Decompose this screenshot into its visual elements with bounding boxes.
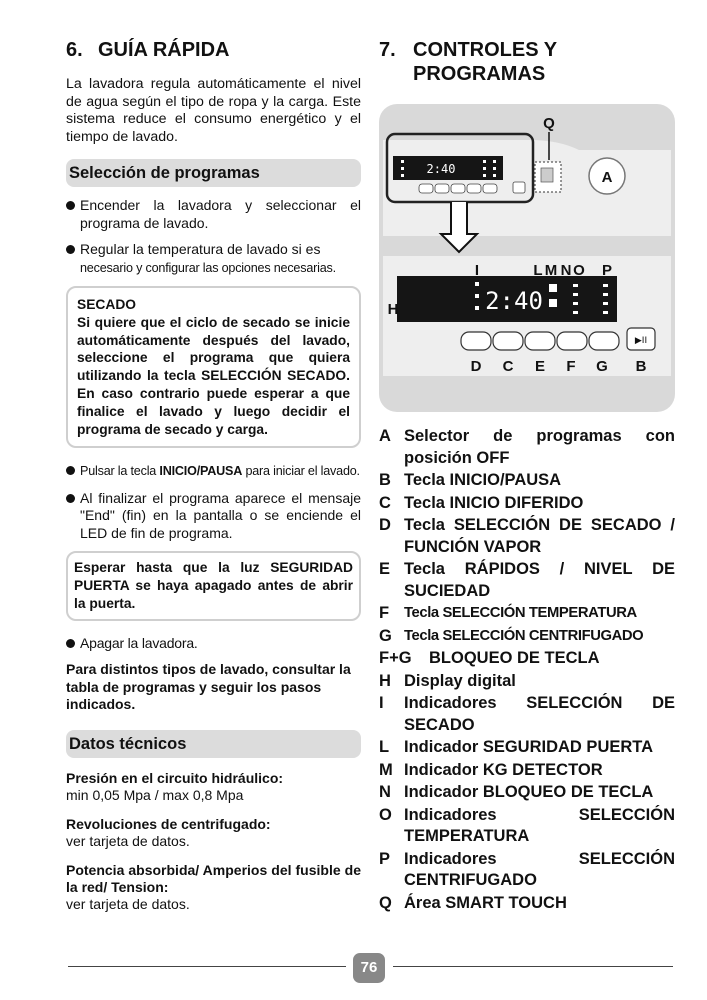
legend-key-n: N <box>379 783 391 801</box>
legend-key-f: F <box>379 604 390 622</box>
step-program-end: Al finalizar el programa aparece el mensaje "End" (fin) en la pantalla o se enciende el LED de fin de programa. <box>66 490 361 543</box>
label-b: B <box>635 358 647 375</box>
step-adjust-line-a: Regular la temperatura de lavado si es <box>80 241 321 257</box>
label-c: C <box>502 358 514 375</box>
programs-subheading: Selección de programas <box>66 159 361 187</box>
footer-rule-left <box>68 966 346 967</box>
button-e <box>525 332 555 350</box>
door-safety-box: Esperar hasta que la luz SEGURIDAD PUERTA se haya apagado antes de abrir la puerta. <box>66 551 361 620</box>
left-column <box>66 38 361 913</box>
legend-text-h: Display digital <box>404 671 516 690</box>
legend-key-l: L <box>379 738 390 756</box>
spec-pressure <box>66 770 361 804</box>
legend-item-m <box>379 760 675 782</box>
label-q: Q <box>543 115 555 132</box>
control-panel-diagram <box>379 104 675 412</box>
drying-note-text: Si quiere que el ciclo de secado se inicie automáticamente después del lavado, seleccione el programa que quiera utilizando la tecla SELECCIÓN SECADO. En caso contrario puede esperar a que finalice el lavado y luego decidir el programa de secado y carga. <box>77 314 350 437</box>
legend-item-e <box>379 559 675 602</box>
label-f: F <box>566 358 576 375</box>
legend-text-o: Indicadores SELECCIÓN TEMPERATURA <box>404 805 675 845</box>
small-display-digits: 2:40 <box>426 162 456 176</box>
spec-spin <box>66 816 361 850</box>
legend-text-i: Indicadores SELECCIÓN DE SECADO <box>404 694 675 734</box>
step-turn-off: Apagar la lavadora. <box>66 635 361 653</box>
step-press-start-key: INICIO/PAUSA <box>159 464 243 479</box>
spec-power <box>66 862 361 913</box>
legend-key-p: P <box>379 849 391 868</box>
legend-column <box>379 418 675 915</box>
legend-item-b <box>379 470 675 492</box>
tech-data-subheading: Datos técnicos <box>66 730 361 758</box>
legend-item-a <box>379 426 675 469</box>
legend-item-h <box>379 671 675 693</box>
spec-spin-value: ver tarjeta de datos. <box>66 832 190 849</box>
section-7-heading <box>379 38 675 86</box>
spec-power-label: Potencia absorbida/ Amperios del fusible de la red/ Tension: <box>66 861 361 895</box>
button-f <box>557 332 587 350</box>
section-6-number: 6. <box>66 39 83 61</box>
label-h: H <box>387 301 399 318</box>
legend-item-p <box>379 849 675 892</box>
large-display-digits: 2:40 <box>485 287 543 315</box>
steps-list-3 <box>66 635 361 653</box>
legend-item-q <box>379 893 675 915</box>
steps-list-2 <box>66 462 361 542</box>
drying-note-title: SECADO <box>77 297 137 312</box>
legend-text-p: Indicadores SELECCIÓN CENTRIFUGADO <box>404 849 675 889</box>
section-7-number: 7. <box>379 39 396 61</box>
label-a: A <box>601 169 613 186</box>
play-pause-icon: ▶II <box>634 336 648 346</box>
legend-key-q: Q <box>379 893 392 912</box>
step-adjust-line-b: necesario y configurar las opciones necesarias. <box>80 260 336 275</box>
label-i: I <box>474 262 480 279</box>
legend-text-m: Indicador KG DETECTOR <box>404 760 603 779</box>
legend-key-d: D <box>379 516 391 534</box>
steps-list-1 <box>66 197 361 277</box>
legend-key-fg: F+G <box>379 649 412 667</box>
footer-rule-right <box>393 966 673 967</box>
legend-key-o: O <box>379 805 392 824</box>
legend-key-c: C <box>379 493 391 512</box>
right-column <box>379 38 675 86</box>
label-p: P <box>601 262 613 279</box>
legend-key-a: A <box>379 427 391 445</box>
legend-item-g <box>379 626 675 648</box>
legend-item-i <box>379 693 675 736</box>
button-c <box>493 332 523 350</box>
label-m: M <box>544 262 558 279</box>
legend-text-f: Tecla SELECCIÓN TEMPERATURA <box>404 605 637 621</box>
legend-key-b: B <box>379 471 391 489</box>
legend-text-l: Indicador SEGURIDAD PUERTA <box>404 738 654 756</box>
spec-power-value: ver tarjeta de datos. <box>66 895 190 912</box>
label-e: E <box>534 358 546 375</box>
legend-key-i: I <box>379 694 384 712</box>
program-table-note: Para distintos tipos de lavado, consultar la tabla de programas y seguir los pasos indicados. <box>66 661 351 713</box>
legend-item-n <box>379 782 675 804</box>
button-d <box>461 332 491 350</box>
label-l: L <box>533 262 543 279</box>
section-6-heading <box>66 38 361 62</box>
legend-item-c <box>379 493 675 515</box>
label-d: D <box>470 358 482 375</box>
label-n: N <box>560 262 572 279</box>
section-7-title: CONTROLES Y PROGRAMAS <box>413 39 557 85</box>
spec-spin-label: Revoluciones de centrifugado: <box>66 815 271 832</box>
legend-text-b: Tecla INICIO/PAUSA <box>404 471 562 489</box>
page-number: 76 <box>353 953 385 983</box>
legend-text-n: Indicador BLOQUEO DE TECLA <box>404 783 654 801</box>
step-press-start-pre: Pulsar la tecla <box>80 464 160 479</box>
legend-key-m: M <box>379 760 393 779</box>
legend-key-g: G <box>379 626 392 645</box>
legend-text-g: Tecla SELECCIÓN CENTRIFUGADO <box>404 627 644 644</box>
step-press-start-post: para iniciar el lavado. <box>242 464 360 479</box>
legend-key-e: E <box>379 560 391 578</box>
legend-item-o <box>379 805 675 848</box>
drying-note-box <box>66 286 361 448</box>
legend-key-h: H <box>379 671 391 690</box>
step-press-start <box>66 462 361 481</box>
smart-touch-icon <box>541 168 553 182</box>
legend-item-d <box>379 515 675 558</box>
label-g: G <box>596 358 608 375</box>
legend-text-e: Tecla RÁPIDOS / NIVEL DE SUCIEDAD <box>404 560 675 600</box>
legend-item-f <box>379 603 675 625</box>
legend-item-l <box>379 737 675 759</box>
spec-pressure-value: min 0,05 Mpa / max 0,8 Mpa <box>66 786 244 803</box>
legend-list <box>379 426 675 914</box>
spec-pressure-label: Presión en el circuito hidráulico: <box>66 769 284 786</box>
legend-text-fg: BLOQUEO DE TECLA <box>429 649 600 667</box>
step-adjust-temperature <box>66 241 361 277</box>
label-o: O <box>573 262 585 279</box>
legend-text-d: Tecla SELECCIÓN DE SECADO / FUNCIÓN VAPOR <box>404 516 675 556</box>
legend-text-c: Tecla INICIO DIFERIDO <box>404 493 584 512</box>
section-6-title: GUÍA RÁPIDA <box>98 39 230 61</box>
legend-text-q: Área SMART TOUCH <box>404 893 567 912</box>
intro-paragraph: La lavadora regula automáticamente el nivel de agua según el tipo de ropa y la carga. Este sistema reduce el consumo energético y el tiempo de lavado. <box>66 76 361 145</box>
button-g <box>589 332 619 350</box>
step-turn-on: Encender la lavadora y seleccionar el programa de lavado. <box>66 197 361 232</box>
legend-text-a: Selector de programas con posición OFF <box>404 427 675 467</box>
legend-item-fg <box>379 648 675 670</box>
